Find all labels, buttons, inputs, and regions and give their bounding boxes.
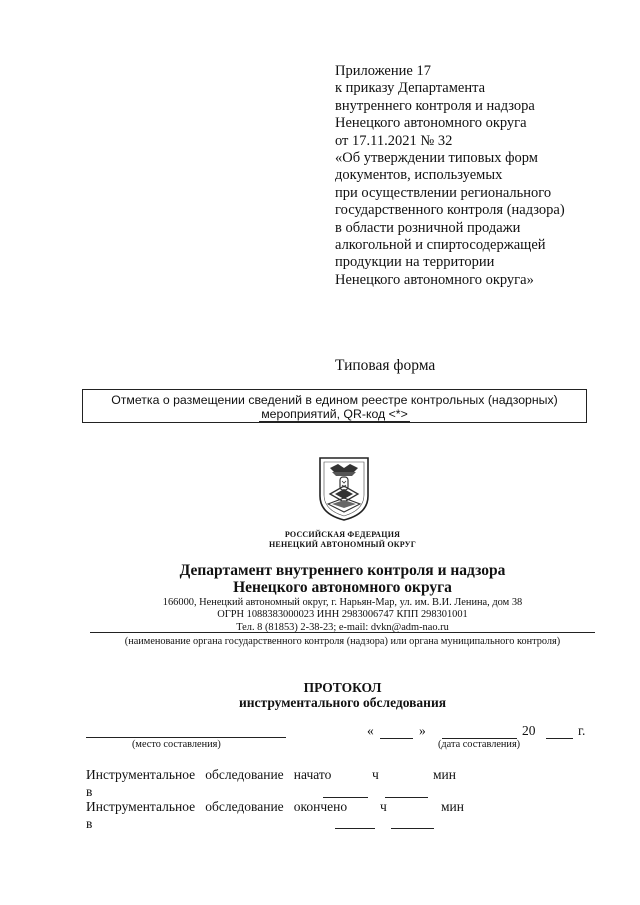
- place-caption: (место составления): [132, 739, 221, 750]
- appendix-line: в области розничной продажи: [335, 219, 521, 236]
- registry-note-line2: мероприятий, QR-код <*>: [261, 407, 408, 421]
- appendix-line: «Об утверждении типовых форм: [335, 150, 538, 167]
- year-prefix: 20: [522, 723, 536, 738]
- appendix-line: Ненецкого автономного округа»: [335, 271, 534, 288]
- end-minutes-unit: мин: [441, 799, 464, 814]
- start-label: Инструментальное обследование начато: [86, 767, 332, 782]
- end-minutes-field[interactable]: [391, 828, 434, 829]
- ogrn-line: ОГРН 1088383000023 ИНН 2983006747 КПП 298301001: [217, 609, 468, 621]
- start-hours-unit: ч: [372, 767, 379, 782]
- protocol-title: ПРОТОКОЛ: [303, 680, 382, 695]
- protocol-heading: [120, 680, 565, 710]
- end-label: Инструментальное обследование окончено: [86, 799, 348, 814]
- header-rule: [90, 632, 595, 633]
- end-hours-field[interactable]: [335, 828, 375, 829]
- address-line: 166000, Ненецкий автономный округ, г. Нарьян-Мар, ул. им. В.И. Ленина, дом 38: [162, 597, 523, 608]
- protocol-subtitle: инструментального обследования: [238, 695, 447, 710]
- end-prep: в: [86, 816, 93, 831]
- appendix-line: документов, используемых: [335, 167, 503, 184]
- start-minutes-unit: мин: [433, 767, 456, 782]
- dept-line2: Ненецкого автономного округа: [233, 579, 452, 596]
- department-name: [120, 562, 565, 596]
- form-type-label: Типовая форма: [335, 357, 436, 374]
- place-underline: [86, 737, 286, 738]
- country-label: РОССИЙСКАЯ ФЕДЕРАЦИЯ: [284, 530, 401, 539]
- registry-note-box: [82, 389, 587, 423]
- phone-line: Тел. 8 (81853) 2-38-23; e-mail: dvkn@adm-nao.ru: [236, 621, 449, 633]
- start-hours-field[interactable]: [323, 797, 368, 798]
- date-quote-close: »: [419, 723, 426, 738]
- country-region-caption: [200, 530, 485, 550]
- start-prep: в: [86, 784, 93, 799]
- appendix-line: государственного контроля (надзора): [335, 202, 565, 219]
- date-caption: (дата составления): [438, 739, 521, 750]
- appendix-line: к приказу Департамента: [335, 80, 486, 97]
- appendix-line: от 17.11.2021 № 32: [335, 132, 453, 149]
- appendix-line: алкогольной и спиртосодержащей: [335, 237, 546, 254]
- nao-coat-of-arms-icon: [318, 456, 370, 522]
- start-minutes-field[interactable]: [385, 797, 428, 798]
- region-label: НЕНЕЦКИЙ АВТОНОМНЫЙ ОКРУГ: [268, 540, 416, 549]
- date-year-field[interactable]: [546, 738, 573, 739]
- appendix-line: при осуществлении регионального: [335, 184, 552, 201]
- dept-line1: Департамент внутреннего контроля и надзора: [179, 562, 506, 579]
- registry-note-line1: Отметка о размещении сведений в едином реестре контрольных (надзорных): [111, 393, 558, 407]
- end-hours-unit: ч: [380, 799, 387, 814]
- appendix-line: продукции на территории: [335, 254, 495, 271]
- date-day-field[interactable]: [380, 738, 413, 739]
- department-contacts: [100, 597, 585, 634]
- appendix-line: внутреннего контроля и надзора: [335, 97, 535, 114]
- date-quote-open: «: [367, 723, 374, 738]
- appendix-line: Приложение 17: [335, 63, 431, 79]
- year-suffix: г.: [578, 723, 586, 738]
- organ-caption: (наименование органа государственного контроля (надзора) или органа муниципального контроля): [124, 636, 561, 647]
- appendix-line: Ненецкого автономного округа: [335, 115, 527, 132]
- appendix-block: [335, 63, 565, 289]
